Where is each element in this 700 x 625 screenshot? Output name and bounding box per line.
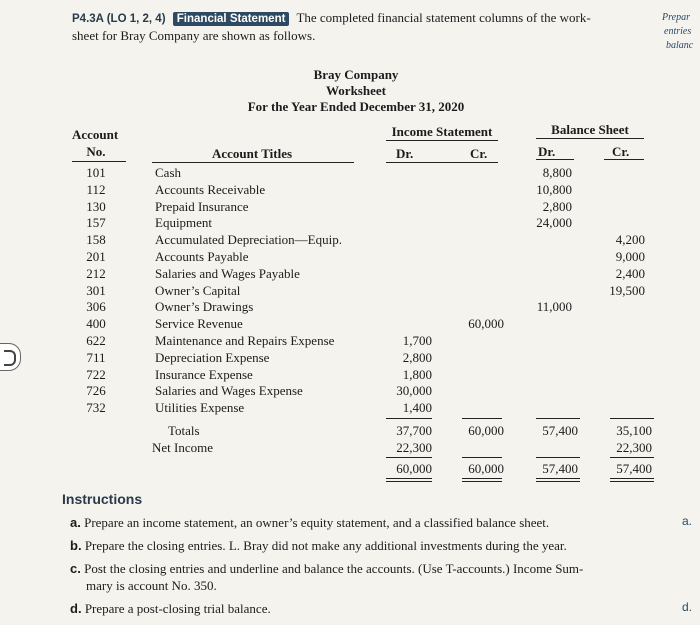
net-income-is-dr: 22,300 [396,440,432,455]
rule-final-bs-cr [610,457,654,458]
row-400-no: 400 [86,316,106,332]
row-157-bs-dr: 24,000 [536,215,572,231]
company-name: Bray Company [313,67,399,82]
worksheet-period: For the Year Ended December 31, 2020 [247,99,465,114]
row-130-title: Prepaid Insurance [155,198,249,214]
problem-text-line1: The completed financial statement columns of the work- [296,10,591,25]
row-130-bs-dr: 2,800 [542,198,572,214]
instruction-c-continued: mary is account No. 350. [86,578,217,593]
row-201-no: 201 [86,249,106,264]
double-rule-is-cr [462,478,502,482]
final-is-dr: 60,000 [396,461,432,476]
row-622-title: Maintenance and Repairs Expense [155,333,335,348]
row-622-is-dr: 1,700 [402,333,432,348]
double-rule-is-dr [386,478,432,482]
row-400-title: Service Revenue [155,316,243,332]
problem-header [72,10,591,26]
instruction-a-letter: a. [70,515,81,530]
net-income-label: Net Income [152,440,214,455]
header-account: Account [72,127,119,142]
row-301-title: Owner’s Capital [155,282,241,298]
row-306-no: 306 [86,299,106,315]
row-112-no: 112 [86,181,106,197]
totals-is-cr: 60,000 [468,423,504,438]
row-722-is-dr: 1,800 [402,366,432,382]
row-622-no: 622 [86,333,106,348]
rule-no [72,161,126,162]
side-marker-a: a. [682,514,693,528]
header-is-dr: Dr. [396,146,414,161]
topic-badge: Financial Statement [173,12,290,26]
instruction-b-text: Prepare the closing entries. L. Bray did not make any additional investments during the year. [84,538,567,553]
row-732-title: Utilities Expense [155,400,245,416]
row-711-no: 711 [86,349,106,365]
row-112-bs-dr: 10,800 [536,181,572,197]
net-income-bs-cr: 22,300 [616,440,652,455]
row-130-no: 130 [86,198,106,214]
row-158-no: 158 [86,232,106,248]
row-301-bs-cr: 19,500 [609,282,645,298]
side-tab-icon[interactable] [0,343,21,371]
instruction-d-text: Prepare a post-closing trial balance. [84,601,271,616]
instruction-b-letter: b. [70,538,82,553]
instruction-c-letter: c. [70,561,81,576]
final-is-cr: 60,000 [468,461,504,476]
row-201-bs-cr: 9,000 [615,249,645,264]
row-722-title: Insurance Expense [155,366,253,382]
final-bs-cr: 57,400 [616,461,652,476]
totals-label: Totals [168,423,200,438]
row-722-no: 722 [86,366,106,382]
row-306-bs-dr: 11,000 [536,299,572,315]
instruction-c-text: Post the closing entries and underline and balance the accounts. (Use T-accounts.) Income Sum- [84,561,584,576]
row-101-bs-dr: 8,800 [542,165,572,180]
side-marker-d: d. [682,600,693,614]
instruction-d [70,601,271,617]
row-726-is-dr: 30,000 [396,383,432,399]
row-732-is-dr: 1,400 [402,400,432,416]
row-301-no: 301 [86,282,106,298]
row-112-title: Accounts Receivable [155,181,266,197]
row-711-title: Depreciation Expense [155,349,270,365]
rule-bs-cr [604,159,644,160]
totals-bs-dr: 57,400 [542,423,578,438]
row-732-no: 732 [86,400,106,416]
header-income-statement: Income Statement [391,124,493,139]
row-306-title: Owner’s Drawings [155,299,254,315]
instruction-d-letter: d. [70,601,82,616]
row-101-no: 101 [86,165,106,180]
instruction-b [70,538,567,554]
rule-titles [152,162,354,163]
row-400-is-cr: 60,000 [468,316,504,332]
problem-code: P4.3A (LO 1, 2, 4) [72,13,166,25]
totals-bs-cr: 35,100 [616,423,652,438]
row-212-title: Salaries and Wages Payable [155,265,300,281]
header-is-cr: Cr. [470,146,488,161]
row-726-no: 726 [86,383,106,399]
instruction-a-text: Prepare an income statement, an owner’s equity statement, and a classified balance sheet. [84,515,550,530]
worksheet-title: Worksheet [326,83,386,98]
problem-text-line2: sheet for Bray Company are shown as follows. [72,28,316,43]
header-balance-sheet: Balance Sheet [551,122,629,137]
final-bs-dr: 57,400 [542,461,578,476]
header-bs-cr: Cr. [612,144,630,159]
row-158-title: Accumulated Depreciation—Equip. [155,232,342,248]
row-158-bs-cr: 4,200 [615,232,645,248]
rule-final-bs-dr [536,457,580,458]
rule-totals-is-dr [386,418,432,419]
rule-totals-bs-dr [536,418,580,419]
rule-is-sub [386,162,498,163]
header-account-titles: Account Titles [212,146,293,161]
row-157-title: Equipment [155,215,213,231]
rule-final-is-cr [462,457,502,458]
side-note-line3: balanc [666,40,694,51]
rule-bs-dr [536,159,574,160]
row-212-bs-cr: 2,400 [615,265,645,281]
instruction-c [70,561,583,577]
double-rule-bs-cr [610,478,654,482]
rule-income-statement [386,140,498,141]
rule-final-is-dr [386,457,432,458]
rule-balance-sheet [536,138,644,139]
instructions-heading: Instructions [62,491,143,507]
instruction-a [70,515,549,531]
row-726-title: Salaries and Wages Expense [155,383,303,399]
rule-totals-is-cr [462,418,502,419]
row-711-is-dr: 2,800 [402,349,432,365]
row-101-title: Cash [155,165,181,180]
header-no: No. [86,144,106,159]
side-note-line1: Prepar [662,12,690,23]
header-bs-dr: Dr. [538,144,556,159]
rule-totals-bs-cr [610,418,654,419]
totals-is-dr: 37,700 [396,423,432,438]
row-157-no: 157 [86,215,106,231]
row-212-no: 212 [86,265,106,281]
row-201-title: Accounts Payable [155,249,249,264]
side-note-line2: entries [664,26,692,37]
double-rule-bs-dr [536,478,580,482]
